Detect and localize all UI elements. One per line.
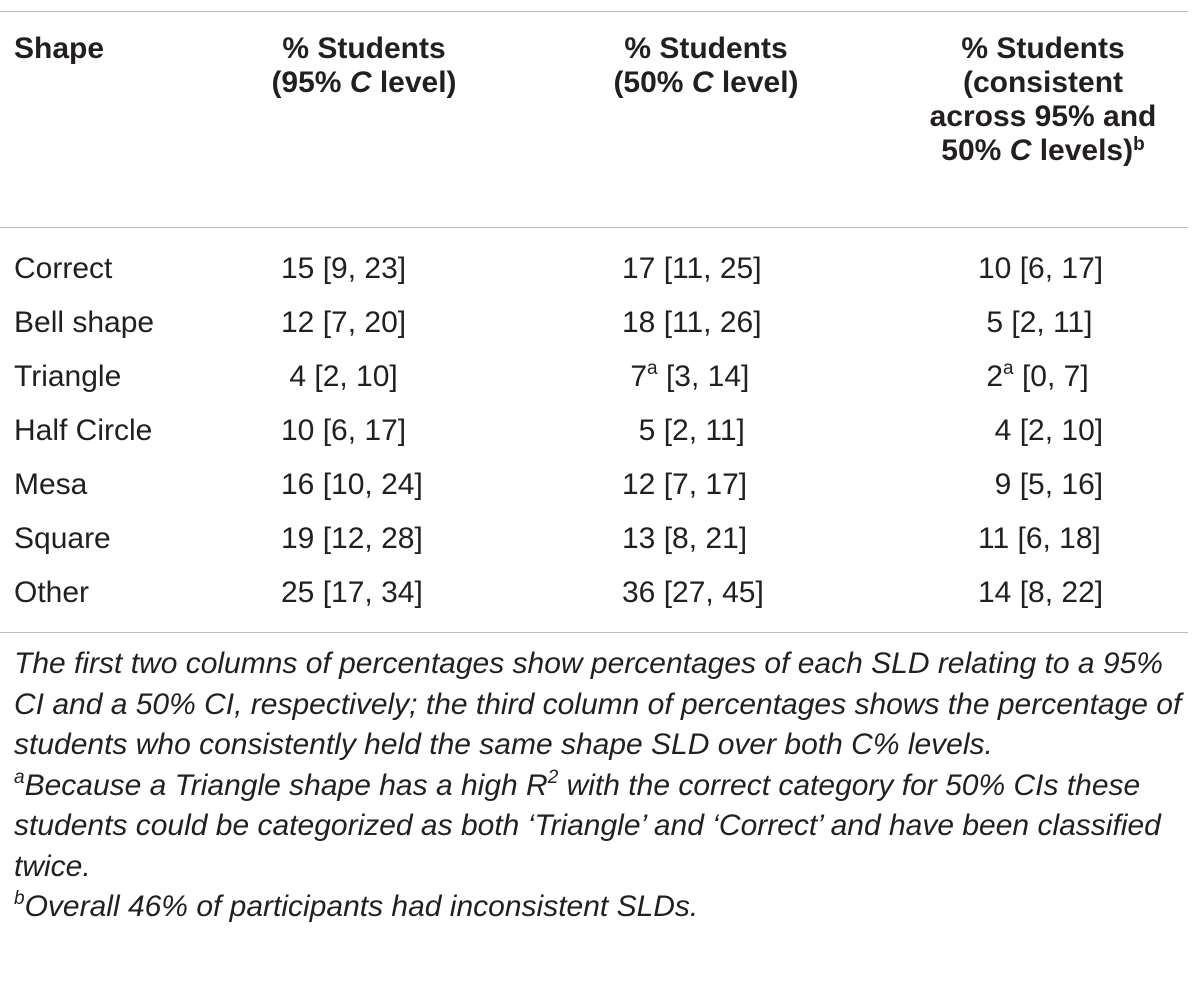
header-col-50-line2-b: level) bbox=[713, 66, 799, 99]
row-value-95: 12 [7, 20] bbox=[281, 306, 407, 339]
row-shape: Other bbox=[14, 576, 90, 609]
row-value-50-text: 18 [11, 26] bbox=[622, 306, 762, 339]
footnote-b-marker: b bbox=[1133, 134, 1145, 155]
row-value-95: 16 [10, 24] bbox=[281, 468, 423, 501]
row-shape: Correct bbox=[14, 252, 113, 285]
table-row bbox=[0, 252, 1200, 306]
row-value-50 bbox=[622, 576, 764, 610]
table-header-rule bbox=[0, 227, 1188, 228]
header-col-95-line2 bbox=[221, 66, 507, 100]
row-value-50-sup: a bbox=[647, 358, 658, 379]
header-col-95-c: C bbox=[349, 66, 372, 99]
row-value-consistent-text: 14 [8, 22] bbox=[978, 576, 1104, 609]
footnote-b-text: Overall 46% of participants had inconsistent SLDs. bbox=[24, 890, 699, 923]
row-value-95: 10 [6, 17] bbox=[281, 414, 407, 447]
footnote-a-superscript: 2 bbox=[547, 766, 559, 788]
header-col-consistent-line4-b: levels) bbox=[1031, 134, 1134, 167]
row-value-consistent bbox=[978, 252, 1103, 286]
header-col-consistent-line3: across 95% and bbox=[929, 100, 1157, 133]
row-value-95: 25 [17, 34] bbox=[281, 576, 423, 609]
row-shape: Bell shape bbox=[14, 306, 155, 339]
row-value-95: 4 [2, 10] bbox=[281, 360, 398, 393]
row-value-consistent-text: 10 [6, 17] bbox=[978, 252, 1104, 285]
row-value-95: 15 [9, 23] bbox=[281, 252, 407, 285]
row-value-50-rest: [3, 14] bbox=[657, 360, 750, 393]
table-row bbox=[0, 306, 1200, 360]
table-row bbox=[0, 576, 1200, 630]
table-notes bbox=[14, 644, 1190, 928]
row-value-50-text: 17 [11, 25] bbox=[622, 252, 762, 285]
footnote-a bbox=[14, 766, 1190, 888]
note-main: The first two columns of percentages show percentages of each SLD relating to a 95% CI and a 50% CI, respectively; the third column of percentages shows the percentage of students who consistently held the same shape SLD over both C% levels. bbox=[14, 647, 1182, 761]
row-shape: Triangle bbox=[14, 360, 122, 393]
row-value-consistent bbox=[978, 360, 1089, 394]
row-value-consistent-text: 5 [2, 11] bbox=[978, 306, 1093, 339]
header-col-95-line2-b: level) bbox=[371, 66, 457, 99]
row-value-50 bbox=[622, 360, 749, 394]
header-col-consistent-line2: (consistent bbox=[962, 66, 1124, 99]
footnote-a-text bbox=[14, 766, 1161, 883]
footnote-a-part2: with the correct category for 50% CIs these students could be categorized as both ‘Triangle’ and ‘Correct’ and have been classified twice. bbox=[14, 768, 1161, 883]
row-value-50-text: 5 [2, 11] bbox=[622, 414, 745, 447]
row-shape: Half Circle bbox=[14, 414, 153, 447]
header-col-50-c: C bbox=[691, 66, 714, 99]
header-col-50 bbox=[563, 32, 849, 100]
table-row bbox=[0, 522, 1200, 576]
header-col-95-line2-a: (95% bbox=[271, 66, 350, 99]
header-col-95-line1: % Students bbox=[282, 32, 446, 65]
row-value-50-text: 13 [8, 21] bbox=[622, 522, 748, 555]
row-value-consistent bbox=[978, 522, 1101, 556]
row-value-50-text: 12 [7, 17] bbox=[622, 468, 748, 501]
table-row bbox=[0, 360, 1200, 414]
table-top-rule bbox=[0, 11, 1188, 12]
row-value-consistent bbox=[978, 414, 1103, 448]
table-row bbox=[0, 468, 1200, 522]
row-value-50 bbox=[622, 306, 762, 340]
header-col-consistent-line4 bbox=[897, 134, 1189, 168]
header-col-50-line1: % Students bbox=[624, 32, 788, 65]
header-shape bbox=[14, 32, 104, 66]
footnote-b-note-marker: b bbox=[14, 888, 25, 909]
row-value-95: 19 [12, 28] bbox=[281, 522, 423, 555]
header-col-consistent bbox=[897, 32, 1189, 168]
header-shape-label: Shape bbox=[14, 32, 105, 65]
row-value-consistent-rest: [0, 7] bbox=[1013, 360, 1089, 393]
header-col-consistent-line1: % Students bbox=[961, 32, 1125, 65]
footnote-a-marker: a bbox=[14, 766, 25, 788]
row-value-consistent-sup: a bbox=[1003, 358, 1014, 379]
row-value-50 bbox=[622, 468, 747, 502]
row-value-consistent bbox=[978, 576, 1103, 610]
table-bottom-rule bbox=[0, 632, 1188, 633]
row-shape: Square bbox=[14, 522, 111, 555]
header-col-50-line2 bbox=[563, 66, 849, 100]
table-row bbox=[0, 414, 1200, 468]
row-value-50 bbox=[622, 252, 762, 286]
row-value-50 bbox=[622, 414, 745, 448]
row-value-50-text: 7 bbox=[622, 360, 648, 393]
footnote-a-part1: Because a Triangle shape has a high R bbox=[24, 768, 548, 802]
footnote-b bbox=[14, 887, 1190, 928]
header-col-consistent-line4-a: 50% bbox=[941, 134, 1010, 167]
header-col-consistent-c: C bbox=[1009, 134, 1032, 167]
row-value-consistent bbox=[978, 468, 1103, 502]
row-value-consistent-text: 9 [5, 16] bbox=[978, 468, 1104, 501]
row-value-consistent-text: 11 [6, 18] bbox=[978, 522, 1101, 555]
row-value-consistent-text: 4 [2, 10] bbox=[978, 414, 1104, 447]
row-value-consistent bbox=[978, 306, 1093, 340]
header-col-50-line2-a: (50% bbox=[613, 66, 692, 99]
row-value-50-text: 36 [27, 45] bbox=[622, 576, 764, 609]
row-value-consistent-text: 2 bbox=[978, 360, 1004, 393]
row-value-50 bbox=[622, 522, 747, 556]
row-shape: Mesa bbox=[14, 468, 88, 501]
header-col-95 bbox=[221, 32, 507, 100]
